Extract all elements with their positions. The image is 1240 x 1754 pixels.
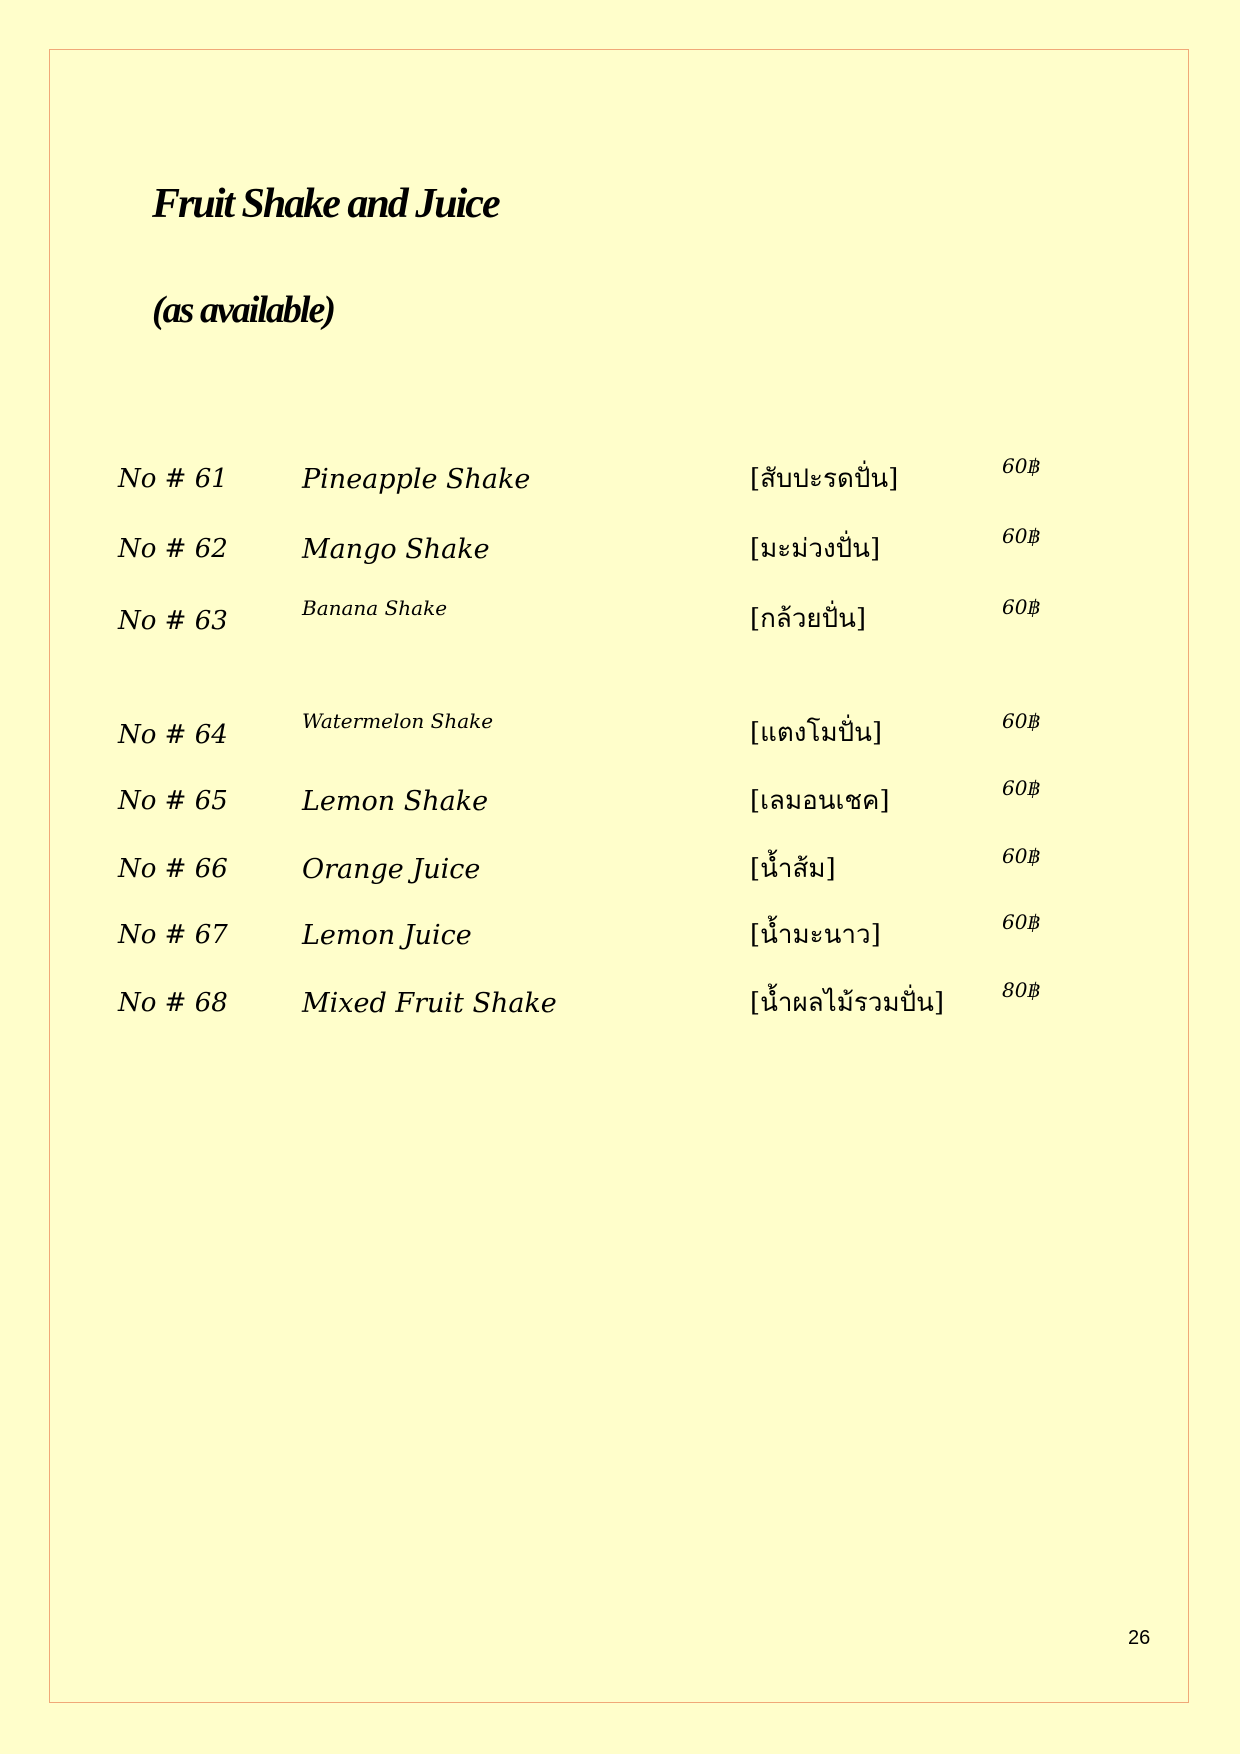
item-thai-name: [สับปะรดปั่น] [750,464,899,494]
item-thai-name: [มะม่วงปั่น] [750,534,881,564]
item-number: No # 68 [118,988,228,1018]
item-name: Lemon Shake [302,786,489,817]
page-title: Fruit Shake and Juice [152,181,499,227]
page-number: 26 [1128,1627,1151,1649]
item-thai-name: [แตงโมปั่น] [750,718,883,748]
item-number: No # 65 [118,786,228,816]
item-name: Mixed Fruit Shake [302,988,557,1019]
item-price: 80฿ [1002,978,1041,1002]
item-price: 60฿ [1002,776,1041,800]
item-name: Mango Shake [302,534,490,565]
item-price: 60฿ [1002,910,1041,934]
item-name: Watermelon Shake [302,709,494,733]
item-price: 60฿ [1002,844,1041,868]
item-number: No # 66 [118,854,228,884]
item-price: 60฿ [1002,595,1041,619]
item-thai-name: [น้ำส้ม] [750,854,836,884]
item-price: 60฿ [1002,524,1041,548]
item-name: Banana Shake [302,596,448,620]
item-name: Orange Juice [302,854,481,885]
item-number: No # 63 [118,606,228,636]
item-thai-name: [กล้วยปั่น] [750,604,867,634]
item-number: No # 61 [118,464,228,494]
item-price: 60฿ [1002,454,1041,478]
item-thai-name: [เลมอนเชค] [750,786,890,816]
item-name: Pineapple Shake [302,464,531,495]
item-number: No # 67 [118,920,228,950]
page-subtitle: (as available) [152,289,335,331]
item-thai-name: [น้ำมะนาว] [750,920,881,950]
item-number: No # 62 [118,534,228,564]
item-number: No # 64 [118,720,228,750]
item-price: 60฿ [1002,709,1041,733]
item-name: Lemon Juice [302,920,472,951]
item-thai-name: [น้ำผลไม้รวมปั่น] [750,988,945,1018]
